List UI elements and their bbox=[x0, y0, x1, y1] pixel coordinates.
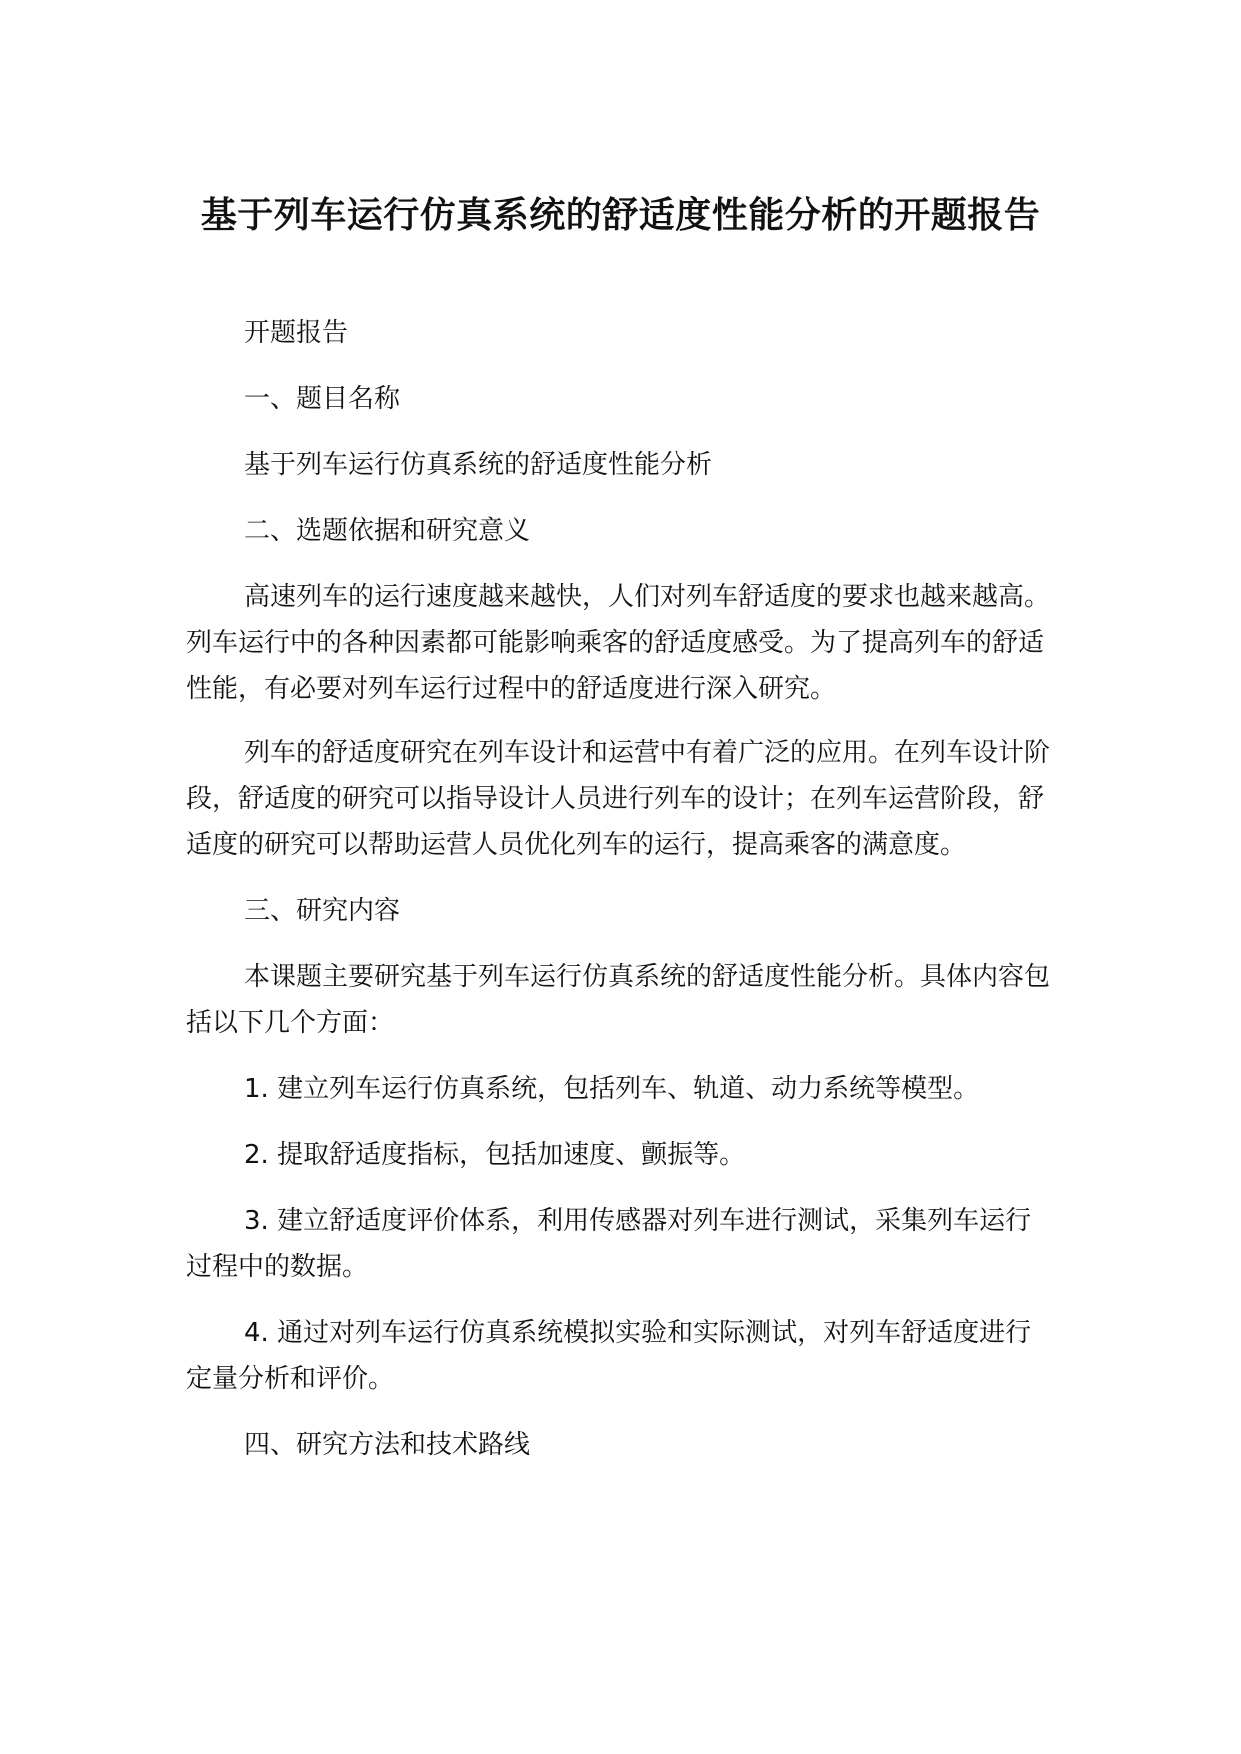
heading-basis-significance: 二、选题依据和研究意义 bbox=[244, 516, 531, 546]
document-title: 基于列车运行仿真系统的舒适度性能分析的开题报告 bbox=[200, 195, 1041, 236]
heading-topic-name: 一、题目名称 bbox=[244, 384, 401, 414]
label-proposal: 开题报告 bbox=[244, 318, 349, 348]
document-body bbox=[186, 310, 1055, 1468]
heading-research-content: 三、研究内容 bbox=[244, 896, 401, 926]
paragraph-application: 列车的舒适度研究在列车设计和运营中有着广泛的应用。在列车设计阶段，舒适度的研究可以指导设计人员进行列车的设计；在列车运营阶段，舒适度的研究可以帮助运营人员优化列车的运行，提高乘客的满意度。 bbox=[186, 738, 1051, 860]
paragraph-research-intro: 本课题主要研究基于列车运行仿真系统的舒适度性能分析。具体内容包括以下几个方面： bbox=[186, 962, 1051, 1038]
list-item-1: 1. 建立列车运行仿真系统，包括列车、轨道、动力系统等模型。 bbox=[244, 1074, 980, 1104]
paragraph-background: 高速列车的运行速度越来越快，人们对列车舒适度的要求也越来越高。列车运行中的各种因素都可能影响乘客的舒适度感受。为了提高列车的舒适性能，有必要对列车运行过程中的舒适度进行深入研究。 bbox=[186, 582, 1051, 704]
topic-name: 基于列车运行仿真系统的舒适度性能分析 bbox=[244, 450, 713, 480]
list-item-4: 4. 通过对列车运行仿真系统模拟实验和实际测试，对列车舒适度进行定量分析和评价。 bbox=[186, 1318, 1032, 1394]
heading-methods-route: 四、研究方法和技术路线 bbox=[244, 1430, 531, 1460]
list-item-2: 2. 提取舒适度指标，包括加速度、颤振等。 bbox=[244, 1140, 746, 1170]
list-item-3: 3. 建立舒适度评价体系，利用传感器对列车进行测试，采集列车运行过程中的数据。 bbox=[186, 1206, 1032, 1282]
